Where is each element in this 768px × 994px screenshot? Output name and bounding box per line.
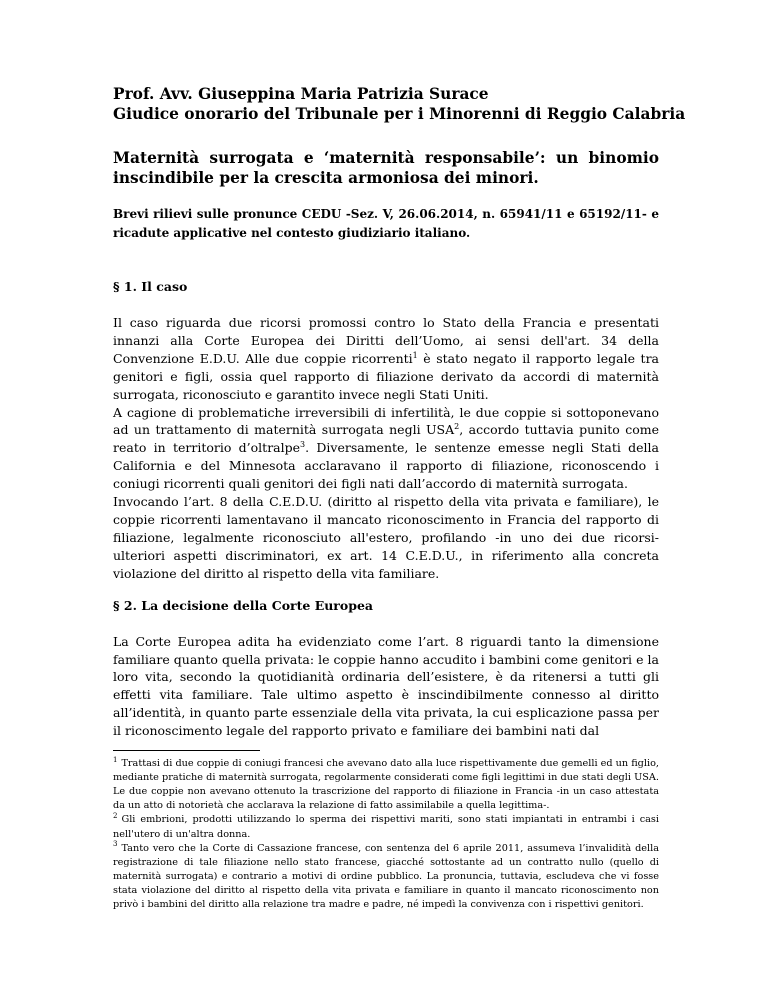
text-run: Il caso riguarda due ricorsi promossi contro lo Stato della Francia e presentati innanzi alla Corte Europea dei Diritti dell’Uomo, ai sensi dell'art. 34 della Convenzione E.D.U. Alle due coppie ricorrenti xyxy=(113,315,659,366)
author-name: Prof. Avv. Giuseppina Maria Patrizia Surace xyxy=(113,85,489,103)
footnotes xyxy=(113,757,659,912)
footnote-ref[interactable]: 1 xyxy=(412,350,418,360)
footnote xyxy=(113,842,659,912)
footnote xyxy=(113,757,659,813)
document-page xyxy=(113,84,686,912)
text-run: è stato negato il rapporto legale tra genitori e figli, ossia quel rapporto di filiazione derivato da accordi di maternità surrogata, riconosciuto e garantito invece negli Stati Uniti. xyxy=(113,350,660,402)
footnote-text: Gli embrioni, prodotti utilizzando lo sperma dei rispettivi mariti, sono stati impiantati in entrambi i casi nell'utero di un'altra donna. xyxy=(113,814,659,840)
section-2-body xyxy=(113,633,659,740)
author-role: Giudice onorario del Tribunale per i Minorenni di Reggio Calabria xyxy=(113,105,686,123)
footnote-text: Trattasi di due coppie di coniugi francesi che avevano dato alla luce rispettivamente due gemelli ed un figlio, mediante pratiche di maternità surrogata, regolarmente considerati come figli legittimi in due stati degli USA. Le due coppie non avevano ottenuto la trascrizione del rapporto di filiazione in Francia -in un caso attestata da un atto di notorietà che acclarava la relazione di fatto assimilabile a quella legittima-. xyxy=(113,758,659,812)
text-run: , accordo tuttavia punito come reato in territorio d’oltralpe xyxy=(113,422,659,456)
footnote-separator xyxy=(113,750,260,751)
footnote-ref[interactable]: 3 xyxy=(300,440,306,450)
footnote-text: Tanto vero che la Corte di Cassazione francese, con sentenza del 6 aprile 2011, assumeva l’invalidità della registrazione di tale filiazione nello stato francese, giacché sottostante ad un contratto nullo (quello di maternità surrogata) e contrario a motivi di ordine pubblico. La pronuncia, tuttavia, escludeva che vi fosse stata violazione del diritto al rispetto della vita privata e familiare in quanto il mancato riconoscimento non privò i bambini del diritto alla relazione tra madre e padre, né impedì la convivenza con i rispettivi genitori. xyxy=(113,842,659,910)
text-run: . Diversamente, le sentenze emesse negli Stati della California e del Minnesota acclaravano il rapporto di filiazione, riconoscendo i coniugi ricorrenti quali genitori dei figli nati dall’accordo di maternità surrogata. xyxy=(113,440,660,492)
paragraph xyxy=(113,404,659,494)
footnote-ref[interactable]: 2 xyxy=(454,422,460,432)
section-1-body xyxy=(113,314,659,583)
footnote-number: 1 xyxy=(113,755,118,764)
document-title: Maternità surrogata e ‘maternità responsabile’: un binomio inscindibile per la crescita armoniosa dei minori. xyxy=(113,149,659,187)
footnote-number: 3 xyxy=(113,840,118,849)
document-subtitle: Brevi rilievi sulle pronunce CEDU -Sez. V, 26.06.2014, n. 65941/11 e 65192/11- e ricadute applicative nel contesto giudiziario italiano. xyxy=(113,207,659,240)
footnote-number: 2 xyxy=(113,812,118,821)
text-run: A cagione di problematiche irreversibili di infertilità, le due coppie si sottoponevano ad un trattamento di maternità surrogata negli USA xyxy=(113,404,659,438)
paragraph xyxy=(113,314,659,404)
section-1-heading: § 1. Il caso xyxy=(113,279,188,294)
footnote xyxy=(113,813,659,841)
paragraph: Invocando l’art. 8 della C.E.D.U. (diritto al rispetto della vita privata e familiare), le coppie ricorrenti lamentavano il mancato riconoscimento in Francia del rapporto di filiazione, legalmente riconosciuto all'estero, profilando -in uno dei due ricorsi- ulteriori aspetti discriminatori, ex art. 14 C.E.D.U., in riferimento alla concreta violazione del diritto al rispetto della vita familiare. xyxy=(113,494,659,581)
section-2-heading: § 2. La decisione della Corte Europea xyxy=(113,597,374,613)
paragraph: La Corte Europea adita ha evidenziato come l’art. 8 riguardi tanto la dimensione familiare quanto quella privata: le coppie hanno accudito i bambini come genitori e la loro vita, secondo la quotidianità ordinaria dell’esistere, è da ritenersi a tutti gli effetti vita familiare. Tale ultimo aspetto è inscindibilmente connesso al diritto all’identità, in quanto parte essenziale della vita privata, la cui esplicazione passa per il riconoscimento legale del rapporto privato e familiare dei bambini nati dal xyxy=(113,633,659,739)
